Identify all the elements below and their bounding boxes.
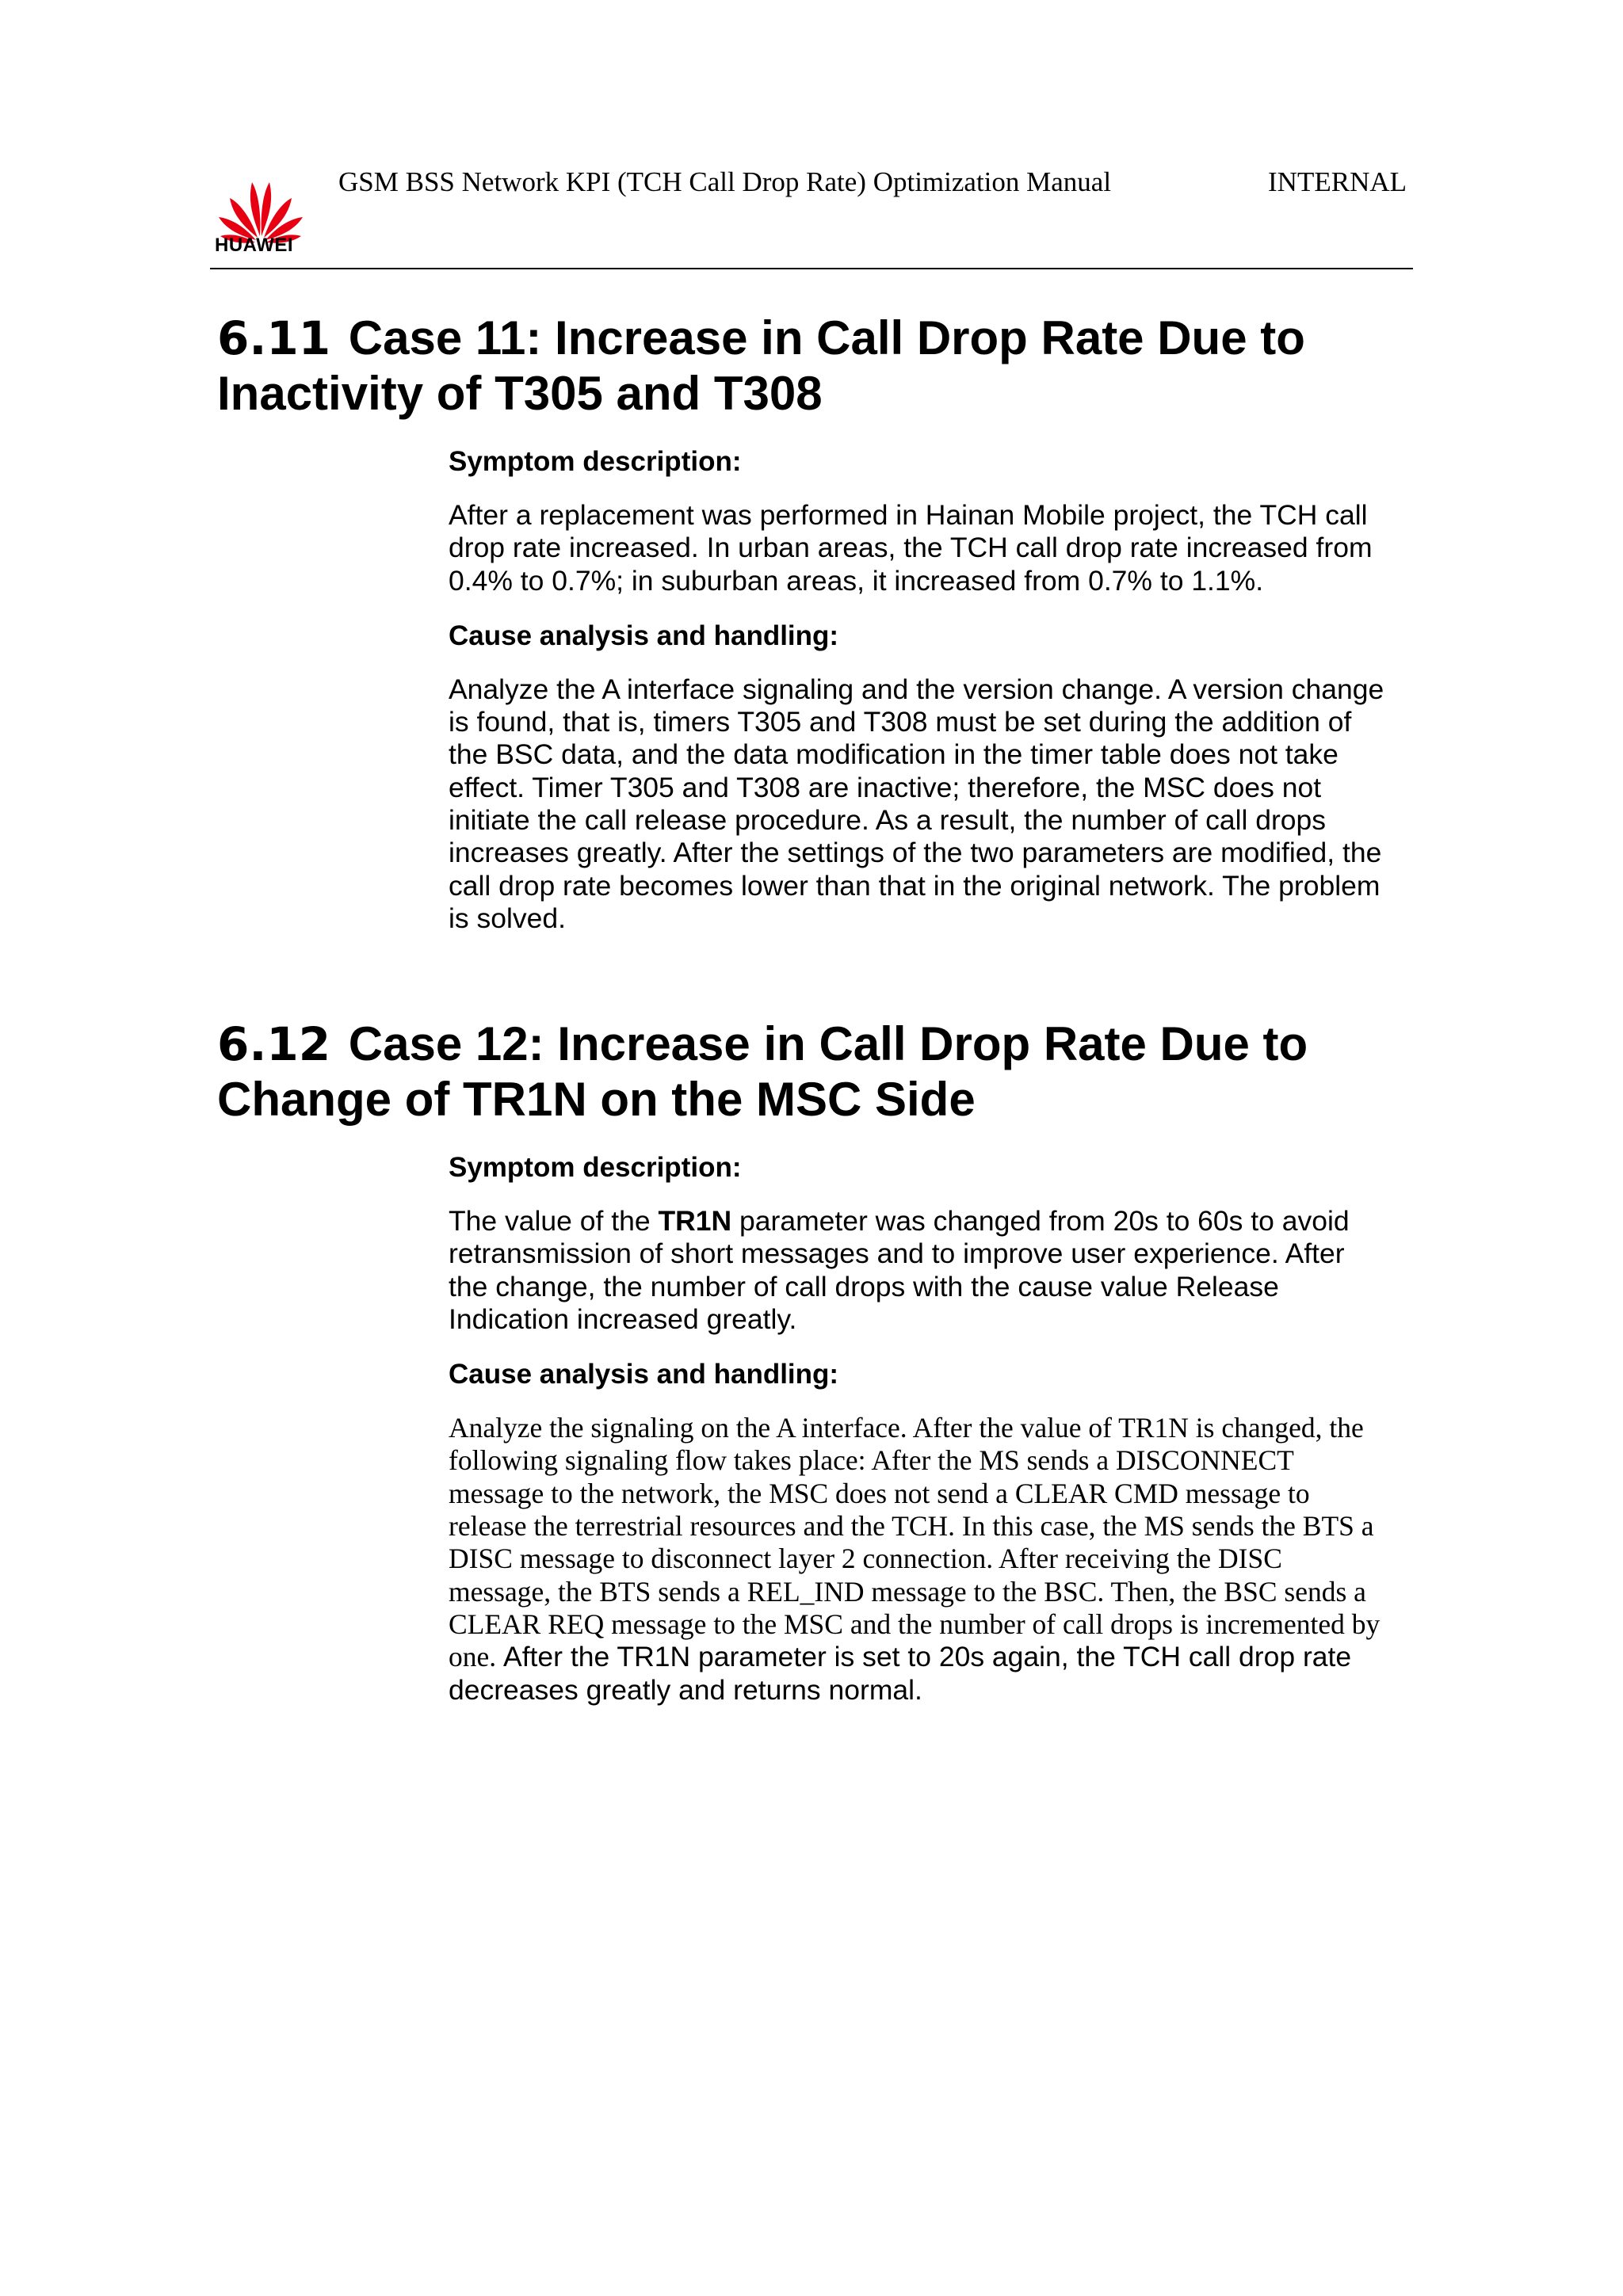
text-segment: one. <box>449 1641 504 1673</box>
text-line: retransmission of short messages and to improve user experience. After <box>449 1238 1345 1270</box>
text-line: 0.4% to 0.7%; in suburban areas, it increased from 0.7% to 1.1%. <box>449 564 1264 597</box>
text-line: DISC message to disconnect layer 2 connection. After receiving the DISC <box>449 1543 1282 1575</box>
section-6-11-body <box>449 445 1407 935</box>
cause-heading: Cause analysis and handling: <box>449 1359 839 1390</box>
text-line: following signaling flow takes place: After the MS sends a DISCONNECT <box>449 1444 1294 1477</box>
text-line: Analyze the A interface signaling and the version change. A version change <box>449 673 1384 705</box>
symptom-paragraph <box>449 499 1407 597</box>
text-line: release the terrestrial resources and the TCH. In this case, the MS sends the BTS a <box>449 1510 1374 1543</box>
text-line: decreases greatly and returns normal. <box>449 1673 922 1706</box>
text-line: initiate the call release procedure. As a result, the number of call drops <box>449 804 1327 837</box>
section-number: 6.12 <box>217 1017 331 1071</box>
section-6-12-body <box>449 1151 1407 1707</box>
document-title: GSM BSS Network KPI (TCH Call Drop Rate) Optimization Manual <box>338 166 1112 197</box>
text-line: increases greatly. After the settings of the two parameters are modified, the <box>449 837 1382 869</box>
text-line: effect. Timer T305 and T308 are inactive; therefore, the MSC does not <box>449 771 1322 803</box>
section-heading <box>217 311 1414 421</box>
text-line: call drop rate becomes lower than that in the original network. The problem <box>449 869 1381 902</box>
symptom-heading: Symptom description: <box>449 446 742 477</box>
text-segment: The value of the <box>449 1205 659 1237</box>
section-number: 6.11 <box>217 311 331 365</box>
cause-paragraph <box>449 1412 1407 1707</box>
section-title-line1: Case 12: Increase in Call Drop Rate Due to <box>348 1017 1308 1070</box>
symptom-heading: Symptom description: <box>449 1152 742 1183</box>
text-line: is found, that is, timers T305 and T308 must be set during the addition of <box>449 706 1352 738</box>
cause-paragraph <box>449 673 1407 935</box>
cause-heading: Cause analysis and handling: <box>449 620 839 651</box>
text-line: CLEAR REQ message to the MSC and the number of call drops is incremented by <box>449 1608 1381 1640</box>
text-line: the change, the number of call drops with the cause value Release <box>449 1270 1279 1302</box>
section-title-line2: Inactivity of T305 and T308 <box>217 367 823 420</box>
text-line: the BSC data, and the data modification in the timer table does not take <box>449 738 1338 771</box>
text-segment: After the TR1N parameter is set to 20s again, the TCH call drop rate <box>503 1641 1352 1673</box>
symptom-paragraph <box>449 1205 1407 1336</box>
classification-label: INTERNAL <box>1268 166 1407 197</box>
section-title-line2: Change of TR1N on the MSC Side <box>217 1073 976 1126</box>
parameter-name: TR1N <box>658 1205 732 1237</box>
text-line: drop rate increased. In urban areas, the TCH call drop rate increased from <box>449 532 1373 564</box>
text-line: message to the network, the MSC does not send a CLEAR CMD message to <box>449 1477 1310 1509</box>
section-heading <box>217 1016 1414 1127</box>
page-header <box>210 158 1413 269</box>
text-line: Analyze the signaling on the A interface. After the value of TR1N is changed, the <box>449 1412 1364 1444</box>
text-segment: parameter was changed from 20s to 60s to avoid <box>731 1205 1350 1237</box>
text-line: Indication increased greatly. <box>449 1302 797 1335</box>
section-title-line1: Case 11: Increase in Call Drop Rate Due to <box>348 311 1305 364</box>
text-line: message, the BTS sends a REL_IND message to the BSC. Then, the BSC sends a <box>449 1575 1366 1608</box>
huawei-logo-text: HUAWEI <box>215 235 293 256</box>
section-6-12-heading <box>217 1016 1414 1127</box>
section-6-11-heading <box>217 311 1414 421</box>
text-line: is solved. <box>449 902 566 934</box>
text-line: After a replacement was performed in Hainan Mobile project, the TCH call <box>449 499 1368 531</box>
